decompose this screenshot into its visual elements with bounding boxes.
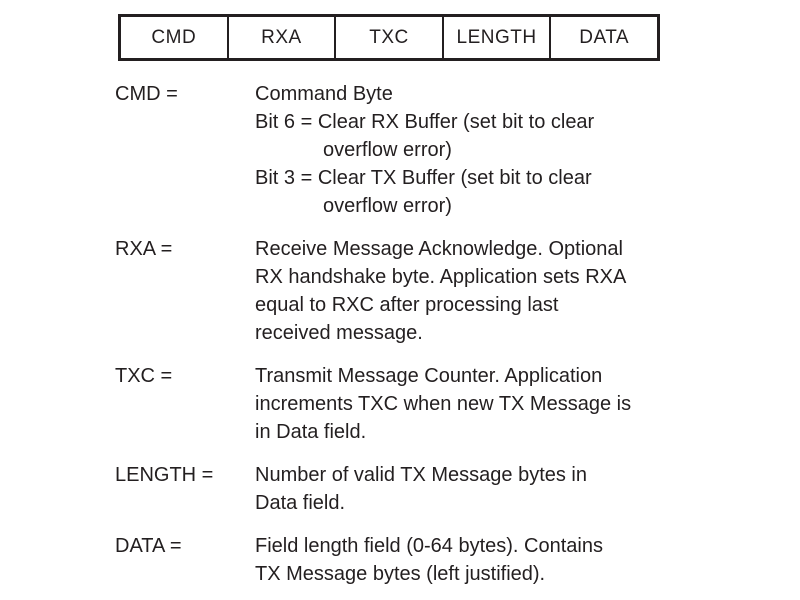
definition-txc-label: TXC = (115, 365, 173, 387)
definition-rxa-text (255, 235, 787, 347)
field-cell-data: DATA (549, 17, 657, 58)
definition-data (115, 532, 787, 588)
definition-line: Data field. (255, 492, 346, 514)
definition-rxa (115, 235, 787, 347)
definition-length-label: LENGTH = (115, 464, 214, 486)
field-definitions (115, 80, 787, 600)
field-cell-rxa: RXA (227, 17, 335, 58)
definition-rxa-label: RXA = (115, 238, 173, 260)
definition-line: overflow error) (323, 195, 452, 217)
definition-line: received message. (255, 322, 423, 344)
definition-line: in Data field. (255, 421, 367, 443)
field-cell-length: LENGTH (442, 17, 550, 58)
definition-line: TX Message bytes (left justified). (255, 563, 546, 585)
definition-cmd (115, 80, 787, 220)
definition-line: Bit 3 = Clear TX Buffer (set bit to clear (255, 167, 592, 189)
definition-cmd-text (255, 80, 787, 220)
definition-length (115, 461, 787, 517)
field-cell-txc: TXC (334, 17, 442, 58)
definition-data-text (255, 532, 787, 588)
definition-line: Bit 6 = Clear RX Buffer (set bit to clear (255, 111, 595, 133)
definition-line: equal to RXC after processing last (255, 294, 559, 316)
definition-line: overflow error) (323, 139, 452, 161)
definition-txc-text (255, 362, 787, 446)
definition-line: Number of valid TX Message bytes in (255, 464, 588, 486)
definition-line: increments TXC when new TX Message is (255, 393, 632, 415)
message-format-diagram (118, 14, 660, 61)
definition-line: RX handshake byte. Application sets RXA (255, 266, 627, 288)
field-cell-cmd: CMD (151, 26, 197, 48)
definition-line: Command Byte (255, 83, 393, 105)
definition-line: Field length field (0-64 bytes). Contains (255, 535, 603, 557)
definition-length-text (255, 461, 787, 517)
definition-line: Receive Message Acknowledge. Optional (255, 238, 623, 260)
definition-txc (115, 362, 787, 446)
definition-line: Transmit Message Counter. Application (255, 365, 603, 387)
definition-data-label: DATA = (115, 535, 182, 557)
definition-cmd-label: CMD = (115, 83, 178, 105)
